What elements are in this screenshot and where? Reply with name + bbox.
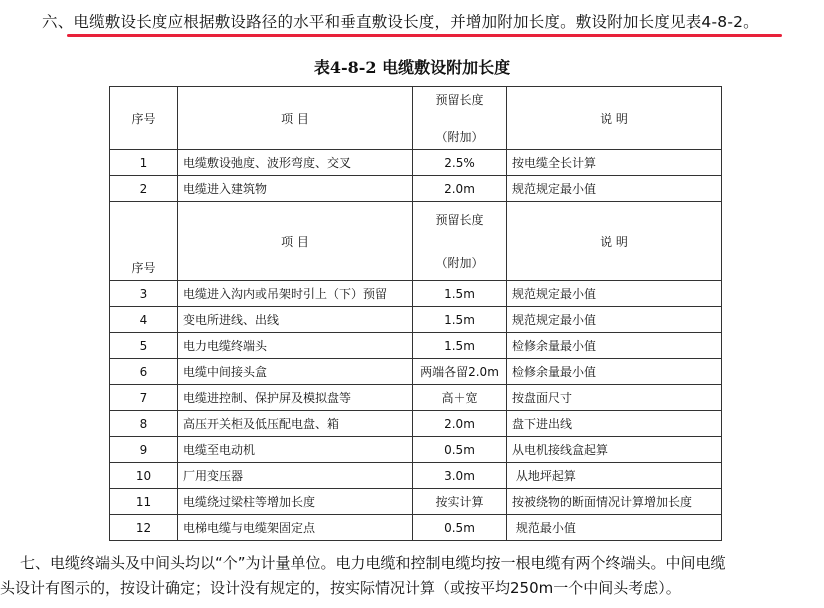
header2-reserve xyxy=(413,202,507,281)
table-row xyxy=(110,411,722,437)
table-row xyxy=(110,307,722,333)
row-length: 3.0m xyxy=(413,463,507,489)
table-row xyxy=(110,281,722,307)
table-row xyxy=(110,385,722,411)
row-no: 1 xyxy=(110,150,178,176)
header-note: 说 明 xyxy=(507,87,722,150)
row-no: 10 xyxy=(110,463,178,489)
header2-reserve-top: 预留长度 xyxy=(435,213,484,227)
header-no: 序号 xyxy=(110,87,178,150)
row-length: 1.5m xyxy=(413,307,507,333)
header2-note: 说 明 xyxy=(507,202,722,281)
row-item: 厂用变压器 xyxy=(178,463,413,489)
header-reserve-bottom: （附加） xyxy=(435,130,484,144)
row-length: 按实计算 xyxy=(413,489,507,515)
row-item: 电缆进控制、保护屏及模拟盘等 xyxy=(178,385,413,411)
row-item: 电缆进入建筑物 xyxy=(178,176,413,202)
header2-reserve-bottom: （附加） xyxy=(435,256,484,270)
row-no: 11 xyxy=(110,489,178,515)
section-7-line-1: 七、电缆终端头及中间头均以“个”为计量单位。电力电缆和控制电缆均按一根电缆有两个终端头。中间电缆 xyxy=(20,554,726,572)
row-item: 电缆中间接头盒 xyxy=(178,359,413,385)
row-item: 电缆敷设弛度、波形弯度、交叉 xyxy=(178,150,413,176)
section-7-line-2: 头设计有图示的，按设计确定；设计没有规定的，按实际情况计算（或按平均250m一个中间头考虑）。 xyxy=(0,579,681,597)
row-note: 规范规定最小值 xyxy=(507,307,722,333)
row-no: 6 xyxy=(110,359,178,385)
row-item: 电缆进入沟内或吊架时引上（下）预留 xyxy=(178,281,413,307)
table-row xyxy=(110,437,722,463)
row-item: 电缆至电动机 xyxy=(178,437,413,463)
row-note: 检修余量最小值 xyxy=(507,333,722,359)
row-length: 高＋宽 xyxy=(413,385,507,411)
row-no: 7 xyxy=(110,385,178,411)
table-row xyxy=(110,489,722,515)
section-6-text: 六、电缆敷设长度应根据敷设路径的水平和垂直敷设长度，并增加附加长度。敷设附加长度见表4-8-2。 xyxy=(42,13,759,31)
table-caption: 表4-8-2 电缆敷设附加长度 xyxy=(313,58,511,77)
row-no: 5 xyxy=(110,333,178,359)
row-item: 电缆绕过梁柱等增加长度 xyxy=(178,489,413,515)
row-note: 从电机接线盒起算 xyxy=(507,437,722,463)
red-underline xyxy=(67,34,782,37)
cable-length-table xyxy=(109,86,722,541)
table-header-row xyxy=(110,87,722,150)
header-reserve-top: 预留长度 xyxy=(435,93,484,107)
row-item: 高压开关柜及低压配电盘、箱 xyxy=(178,411,413,437)
table-row xyxy=(110,463,722,489)
row-length: 1.5m xyxy=(413,333,507,359)
header-reserve xyxy=(413,87,507,150)
row-note: 规范最小值 xyxy=(507,515,722,541)
row-no: 8 xyxy=(110,411,178,437)
row-item: 变电所进线、出线 xyxy=(178,307,413,333)
row-length: 1.5m xyxy=(413,281,507,307)
row-length: 2.0m xyxy=(413,411,507,437)
row-item: 电梯电缆与电缆架固定点 xyxy=(178,515,413,541)
table-header-row-repeat xyxy=(110,202,722,281)
section-7-text xyxy=(0,551,824,601)
row-no: 2 xyxy=(110,176,178,202)
table-row xyxy=(110,333,722,359)
header2-no: 序号 xyxy=(110,202,178,281)
row-length: 2.0m xyxy=(413,176,507,202)
table-row xyxy=(110,176,722,202)
row-note: 规范规定最小值 xyxy=(507,281,722,307)
header-item: 项 目 xyxy=(178,87,413,150)
row-note: 检修余量最小值 xyxy=(507,359,722,385)
row-length: 0.5m xyxy=(413,515,507,541)
row-note: 按电缆全长计算 xyxy=(507,150,722,176)
row-no: 9 xyxy=(110,437,178,463)
row-item: 电力电缆终端头 xyxy=(178,333,413,359)
row-no: 4 xyxy=(110,307,178,333)
row-length: 2.5% xyxy=(413,150,507,176)
row-note: 规范规定最小值 xyxy=(507,176,722,202)
row-note: 按被绕物的断面情况计算增加长度 xyxy=(507,489,722,515)
table-row xyxy=(110,359,722,385)
row-length: 两端各留2.0m xyxy=(413,359,507,385)
row-note: 盘下进出线 xyxy=(507,411,722,437)
row-no: 12 xyxy=(110,515,178,541)
header2-item: 项 目 xyxy=(178,202,413,281)
table-row xyxy=(110,150,722,176)
table-row xyxy=(110,515,722,541)
row-note: 按盘面尺寸 xyxy=(507,385,722,411)
row-length: 0.5m xyxy=(413,437,507,463)
row-note: 从地坪起算 xyxy=(507,463,722,489)
row-no: 3 xyxy=(110,281,178,307)
